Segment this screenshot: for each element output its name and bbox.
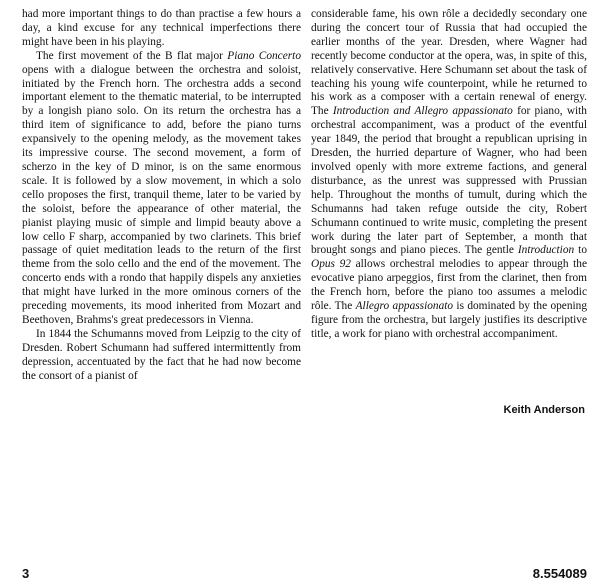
text-span: considerable fame, his own rôle a decidedly secondary one during the concert tour of Russia that had occupied the earlier months of the year. Dresden, where Wagner had recently become conductor at the opera, was, in spite of this, relatively conservative. Here Schumann set about the task of teaching his young wife counterpoint, while he returned to his work as a composer with a certain renewal of energy. The xyxy=(311,8,587,118)
work-title-italic: Piano Concerto xyxy=(227,49,301,62)
work-title-italic: Allegro appassionato xyxy=(355,300,454,313)
left-text-column xyxy=(22,8,301,383)
text-span: The first movement of the B flat major xyxy=(36,49,228,62)
text-span: allows orchestral melodies to appear through the evocative piano arpeggios, first from the clarinet, then from the French horn, before the piano too assumes a melodic rôle. The xyxy=(311,258,587,313)
work-title-italic: Opus 92 xyxy=(311,258,351,271)
left-paragraph-2 xyxy=(22,50,301,328)
right-text-column xyxy=(311,8,587,342)
left-paragraph-3: In 1844 the Schumanns moved from Leipzig to the city of Dresden. Robert Schumann had suffered intermittently from depression, accentuated by the fact that he had now become the consort of a pianist of xyxy=(22,327,301,382)
text-span: for piano, with orchestral accompaniment, was a product of the eventful year 1849, the period that brought a republican uprising in Dresden, the hurried departure of Wagner, who had been involved openly with more extreme factions, and general disturbance, as the unrest was suppressed with Prussian help. Throughout the months of tumult, during which the Schumanns had taken refuge outside the city, Robert Schumann continued to write music, completing the present work during the later part of September, a month that brought songs and piano pieces. The gentle xyxy=(311,105,587,257)
author-signature: Keith Anderson xyxy=(503,404,585,416)
text-span: to xyxy=(574,244,587,257)
work-title-italic: Introduction xyxy=(517,244,575,257)
left-paragraph-1: had more important things to do than practise a few hours a day, a kind excuse for any technical imperfections there might have been in his playing. xyxy=(22,8,301,48)
text-span: opens with a dialogue between the orchestra and soloist, initiated by the French horn. The orchestra adds a second important element to the thematic material, to be interrupted by a longish piano solo. On its return the orchestra has a third item of significance to add, before the piano turns expansively to the opening melody, as the movement takes its impressive course. The second movement, a form of scherzo in the key of D minor, is on the same enormous scale. It is followed by a slow movement, in which a solo cello proposes the first, tranquil theme, later to be varied by the soloist, before the appearance of other material, the pianist playing music of simple and limpid beauty above a low cello F sharp, accompanied by two clarinets. This brief passage of quiet meditation leads to the return of the first theme from the solo cello and the end of the movement. The concerto ends with a rondo that happily dispels any anxieties that might have lurked in the more ominous corners of the preceding movements, its mood inherited from Mozart and Beethoven, Brahms's great predecessors in Vienna. xyxy=(22,63,301,326)
right-paragraph-1 xyxy=(311,8,587,342)
page-number: 3 xyxy=(22,566,30,581)
work-title-italic: Introduction and Allegro appassionato xyxy=(332,105,513,118)
catalog-number: 8.554089 xyxy=(532,566,587,581)
text-span: is dominated by the opening figure from the orchestra, but largely justifies its descriptive title, a work for piano with orchestral accompaniment. xyxy=(311,300,588,340)
